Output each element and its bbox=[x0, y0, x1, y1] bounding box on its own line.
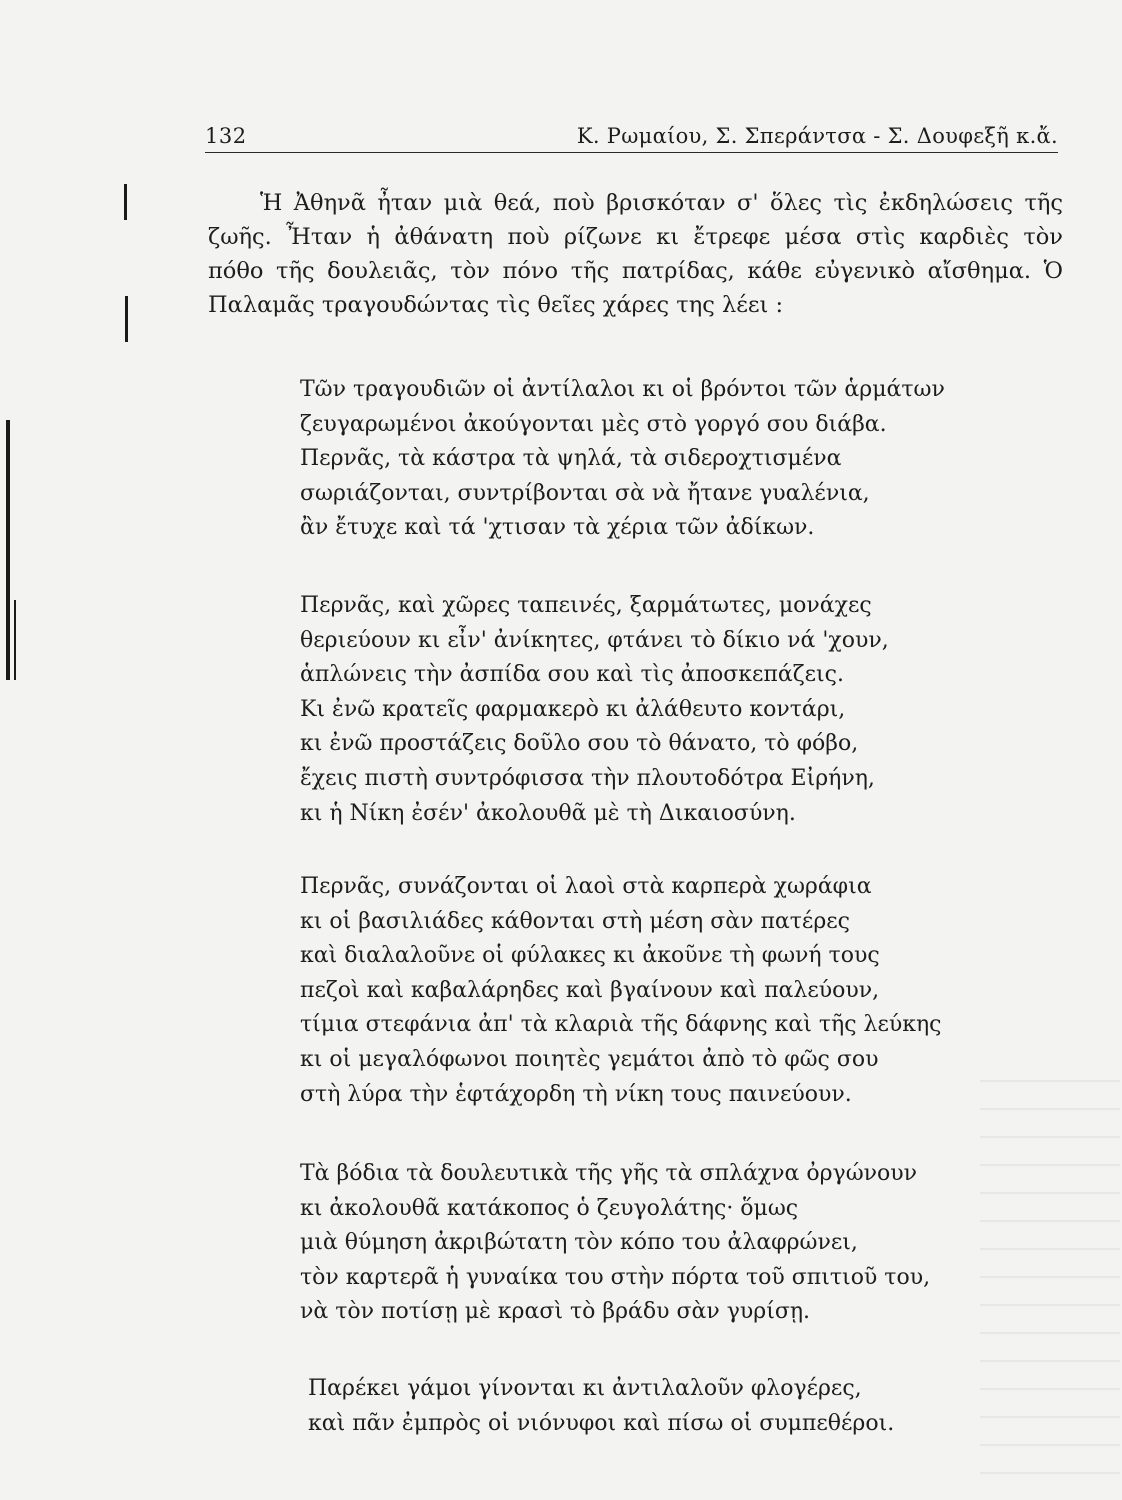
poem-verse: ἔχεις πιστὴ συντρόφισσα τὴν πλουτοδότρα Εἰρήνη, bbox=[300, 765, 875, 791]
poem-verse: Παρέκει γάμοι γίνονται κι ἀντιλαλοῦν φλογέρες, bbox=[308, 1376, 862, 1401]
poem-verse: Περνᾶς, συνάζονται οἱ λαοὶ στὰ καρπερὰ χωράφια bbox=[300, 874, 872, 899]
poem-verse: θεριεύουν κι εἶν' ἀνίκητες, φτάνει τὸ δίκιο νά 'χουν, bbox=[300, 627, 889, 653]
poem-verse: ἁπλώνεις τὴν ἀσπίδα σου καὶ τὶς ἀποσκεπάζεις. bbox=[300, 662, 844, 688]
poem-verse: πεζοὶ καὶ καβαλάρηδες καὶ βγαίνουν καὶ παλεύουν, bbox=[300, 977, 880, 1003]
poem-stanza bbox=[300, 1157, 930, 1330]
intro-line: Ἡ Ἀθηνᾶ ἦταν μιὰ θεά, ποὺ βρισκόταν σ' ὅλες τὶς ἐκδηλώσεις τῆς bbox=[260, 190, 1063, 216]
intro-paragraph bbox=[208, 186, 1063, 322]
bleed-through-texture bbox=[980, 1080, 1120, 1480]
poem-verse: Περνᾶς, καὶ χῶρες ταπεινές, ξαρμάτωτες, μονάχες bbox=[300, 593, 872, 618]
poem-verse: Περνᾶς, τὰ κάστρα τὰ ψηλά, τὰ σιδεροχτισμένα bbox=[300, 446, 842, 472]
poem-verse: νὰ τὸν ποτίσῃ μὲ κρασὶ τὸ βράδυ σὰν γυρίσῃ. bbox=[300, 1299, 811, 1325]
poem-verse: μιὰ θύμηση ἀκριβώτατη τὸν κόπο του ἀλαφρώνει, bbox=[300, 1230, 858, 1256]
poem-verse: Κι ἐνῶ κρατεῖς φαρμακερὸ κι ἀλάθευτο κοντάρι, bbox=[300, 696, 846, 722]
poem-verse: κι οἱ μεγαλόφωνοι ποιητὲς γεμάτοι ἀπὸ τὸ φῶς σου bbox=[300, 1046, 879, 1072]
running-head: Κ. Ρωμαίου, Σ. Σπεράντσα - Σ. Δουφεξῆ κ.ἄ. bbox=[576, 124, 1058, 148]
intro-line: πόθο τῆς δουλειᾶς, τὸν πόνο τῆς πατρίδας, κάθε εὐγενικὸ αἴσθημα. Ὁ bbox=[208, 258, 1063, 284]
margin-mark bbox=[124, 184, 127, 220]
margin-mark bbox=[14, 600, 16, 680]
poem-verse: ζευγαρωμένοι ἀκούγονται μὲς στὸ γοργό σου διάβα. bbox=[300, 411, 887, 437]
poem-verse: ἂν ἔτυχε καὶ τά 'χτισαν τὰ χέρια τῶν ἀδίκων. bbox=[300, 515, 815, 541]
poem-verse: Τῶν τραγουδιῶν οἱ ἀντίλαλοι κι οἱ βρόντοι τῶν ἁρμάτων bbox=[300, 377, 945, 402]
poem-stanza bbox=[308, 1372, 894, 1441]
poem-verse: κι ἡ Νίκη ἐσέν' ἀκολουθᾶ μὲ τὴ Δικαιοσύνη. bbox=[300, 800, 796, 826]
poem-verse: κι ἀκολουθᾶ κατάκοπος ὁ ζευγολάτης· ὅμως bbox=[300, 1195, 799, 1221]
poem-verse: σωριάζονται, συντρίβονται σὰ νὰ ἤτανε γυαλένια, bbox=[300, 480, 870, 506]
poem-verse: στὴ λύρα τὴν ἑφτάχορδη τὴ νίκη τους παινεύουν. bbox=[300, 1081, 852, 1107]
poem-verse: κι ἐνῶ προστάζεις δοῦλο σου τὸ θάνατο, τὸ φόβο, bbox=[300, 731, 859, 757]
poem-verse: καὶ πᾶν ἐμπρὸς οἱ νιόνυφοι καὶ πίσω οἱ συμπεθέροι. bbox=[308, 1410, 895, 1436]
margin-mark bbox=[125, 296, 128, 342]
poem-stanza bbox=[300, 589, 889, 831]
poem-verse: καὶ διαλαλοῦνε οἱ φύλακες κι ἀκοῦνε τὴ φωνή τους bbox=[300, 943, 880, 969]
intro-line: Παλαμᾶς τραγουδώντας τὶς θεῖες χάρες της λέει : bbox=[208, 292, 784, 318]
page-header bbox=[205, 118, 1058, 153]
margin-mark bbox=[6, 420, 10, 680]
poem-verse: τίμια στεφάνια ἀπ' τὰ κλαριὰ τῆς δάφνης καὶ τῆς λεύκης bbox=[300, 1012, 942, 1038]
page-number: 132 bbox=[205, 124, 247, 148]
poem-verse: τὸν καρτερᾶ ἡ γυναίκα του στὴν πόρτα τοῦ σπιτιοῦ του, bbox=[300, 1264, 931, 1290]
poem-verse: Τὰ βόδια τὰ δουλευτικὰ τῆς γῆς τὰ σπλάχνα ὀργώνουν bbox=[300, 1161, 917, 1186]
poem-stanza bbox=[300, 373, 945, 546]
poem-stanza bbox=[300, 870, 942, 1112]
intro-line: ζωῆς. Ἦταν ἡ ἀθάνατη ποὺ ρίζωνε κι ἔτρεφε μέσα στὶς καρδιὲς τὸν bbox=[208, 224, 1063, 250]
poem-verse: κι οἱ βασιλιάδες κάθονται στὴ μέση σὰν πατέρες bbox=[300, 908, 850, 934]
